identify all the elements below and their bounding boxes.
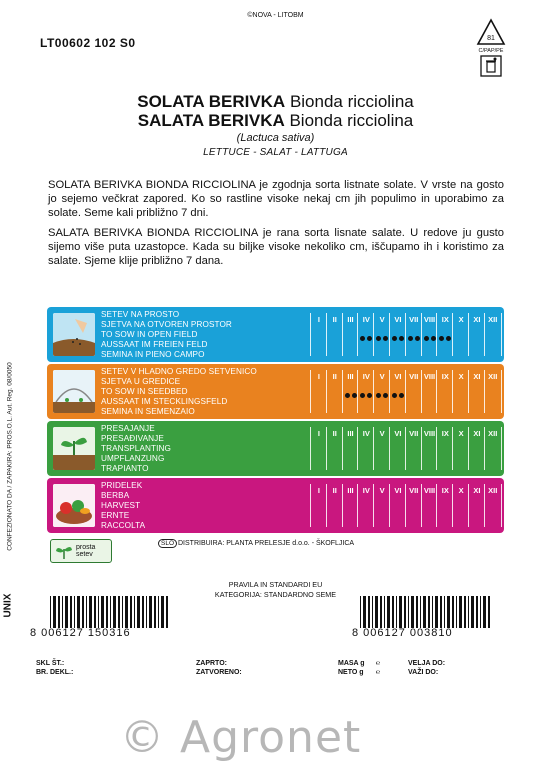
period-dot [431,336,436,341]
recycle-number: 81 [487,35,495,42]
month-label: VII [409,429,419,438]
barcode-bar [89,596,92,628]
band-label: SEMINA IN PIENO CAMPO [101,350,205,359]
barcode-bar [134,596,135,628]
e-mark-icon: ℮ [376,669,381,676]
month-cell [357,484,374,527]
barcode-bar [101,596,104,628]
band-transplanting [47,421,504,476]
barcode-bar [125,596,128,628]
barcode-bar [94,596,96,628]
month-label: IV [362,315,370,324]
month-label: I [317,429,320,438]
barcode-bar [77,596,80,628]
barcode-bar [380,596,382,628]
product-code: LT00602 102 S0 [40,36,136,50]
period-dot [367,393,372,398]
month-label: VIII [423,486,436,495]
band-label: RACCOLTA [101,521,146,530]
barcode-bar [82,596,84,628]
month-label: V [379,429,385,438]
period-dot [383,393,388,398]
band-labels [101,367,257,417]
month-cell [436,370,453,413]
barcode-bar [65,596,68,628]
barcode-bar [110,596,111,628]
month-label: VIII [423,429,436,438]
month-cell [405,313,422,356]
sowing-field-icon [53,313,95,356]
month-cell [468,313,485,356]
month-cell [342,370,359,413]
month-cell [484,313,502,356]
month-cell [421,313,438,356]
month-cell [484,427,502,470]
velja-label: VELJA DO: [408,660,446,667]
band-label: BERBA [101,491,130,500]
month-label: IX [441,429,449,438]
desc-sl-text: je zgodnja sorta listnate solate. V vrste na gosto jo sejemo večkrat zapored. Ko so rastline visoke nekaj cm jih populimo in uporabimo za solate. Seme kali približno 7 dni. [48,179,504,219]
month-cell [468,370,485,413]
seedling-icon [53,427,95,470]
month-label: V [379,315,385,324]
recycle-code: C/PAP/PE [478,48,504,54]
month-cell [421,370,438,413]
month-cell [436,313,453,356]
barcode-bar [387,596,390,628]
period-dot [360,336,365,341]
barcode-bar [130,596,132,628]
month-cell [373,484,390,527]
month-label: II [332,315,337,324]
barcode-bar [137,596,140,628]
barcode-bar [404,596,406,628]
month-label: X [458,372,464,381]
month-cell [436,484,453,527]
month-label: I [317,486,320,495]
barcode-bar [58,596,60,628]
month-cell [484,370,502,413]
barcode-bar [375,596,378,628]
period-dot [408,336,413,341]
barcode-bar [440,596,442,628]
band-sow-seedbed [47,364,504,419]
prosta-setev-label: prosta setev [76,544,96,558]
month-label: VI [394,486,402,495]
skl-label: SKL ŠT.: [36,660,65,667]
month-label: XII [488,429,498,438]
band-label: UMPFLANZUNG [101,454,165,463]
month-cell [468,484,485,527]
barcode-bar [363,596,366,628]
distributor-row [48,537,508,557]
month-label: XI [473,486,481,495]
month-label: V [379,486,385,495]
month-cell [310,484,327,527]
band-label: SJETVA NA OTVOREN PROSTOR [101,320,232,329]
barcode-bar [106,596,108,628]
barcode-bar [62,596,63,628]
month-cell [389,313,406,356]
period-dot [376,336,381,341]
title-block [0,92,551,158]
barcode-bar [452,596,454,628]
period-dot [392,336,397,341]
e-mark-icon: ℮ [376,660,381,667]
packer-info: CONFEZIONATO DA / ZAPAKIRA: PROS.O.L. Aut. Reg. 08/0050 [6,362,14,551]
month-label: XI [473,429,481,438]
title-hr-regular: Bionda ricciolina [284,111,414,130]
barcode-bar [459,596,462,628]
month-cell [452,427,469,470]
barcode-bar [396,596,397,628]
month-label: VI [394,372,402,381]
month-cell [342,427,359,470]
barcode-bar [86,596,87,628]
month-label: X [458,429,464,438]
month-label: IX [441,486,449,495]
desc-sl-name: SOLATA BERIVKA BIONDA RICCIOLINA [48,179,256,191]
period-dot [383,336,388,341]
period-dot [424,336,429,341]
month-cell [326,427,343,470]
month-cell [326,370,343,413]
barcode-bar [53,596,56,628]
month-cell [389,370,406,413]
band-labels [101,310,232,360]
desc-hr-name: SALATA BERIVKA BIONDA RICCIOLINA [48,227,258,239]
period-dot [392,393,397,398]
brdekl-label: BR. DEKL.: [36,669,74,676]
month-cell [357,313,374,356]
barcode-bar [447,596,450,628]
title-hr-bold: SALATA BERIVKA [137,111,285,130]
title-sl-regular: Bionda ricciolina [285,92,414,111]
barcode-bar [408,596,409,628]
month-cell [405,427,422,470]
barcode-bar [488,596,490,628]
barcode-right-number: 8 006127 003810 [352,627,453,639]
month-label: II [332,486,337,495]
month-label: V [379,372,385,381]
band-sow-open-field [47,307,504,362]
country-badge: SLO [158,539,177,548]
month-label: VIII [423,372,436,381]
title-slovenian [0,92,551,111]
band-label: SETEV NA PROSTO [101,310,180,319]
month-label: XII [488,372,498,381]
description-slovenian [48,178,504,220]
period-dot [360,393,365,398]
month-cell [342,313,359,356]
barcode-bar [456,596,457,628]
band-label: TO SOW IN SEEDBED [101,387,188,396]
barcode-bar [70,596,72,628]
month-label: III [347,315,354,324]
title-croatian [0,111,551,130]
month-cell [389,484,406,527]
month-label: I [317,372,320,381]
barcode-bar [435,596,438,628]
band-labels [101,481,145,531]
band-label: TO SOW IN OPEN FIELD [101,330,198,339]
period-dot [367,336,372,341]
barcode-bar [483,596,486,628]
month-label: VII [409,486,419,495]
month-cell [405,370,422,413]
band-label: AUSSAAT IM FREIEN FELD [101,340,208,349]
band-labels [101,424,171,474]
month-label: VII [409,372,419,381]
barcode-bar [74,596,75,628]
month-cell [310,370,327,413]
month-grid [310,313,500,356]
barcode-bar [98,596,99,628]
desc-hr-text: je rana sorta lisnate salate. U redove ju gusto sijemo više puta uzastopce. Kada su biljke visoke nekoliko cm, iščupamo ih i koristimo za salate. Sjeme klije približno 7 dana. [48,227,504,267]
month-label: IV [362,486,370,495]
month-label: IX [441,315,449,324]
band-label: HARVEST [101,501,141,510]
month-label: IX [441,372,449,381]
barcode-bar [142,596,144,628]
barcode-bar [411,596,414,628]
barcode-bar [161,596,164,628]
masa-label: MASA g [338,660,365,667]
period-dot [446,336,451,341]
vazi-label: VAŽI DO: [408,669,439,676]
barcode-bar [468,596,469,628]
description-croatian [48,226,504,268]
month-cell [373,313,390,356]
unix-label: UNIX [2,593,14,618]
month-label: II [332,372,337,381]
recycle-icon [475,18,507,78]
barcode-bar [113,596,116,628]
month-cell [452,313,469,356]
month-cell [389,427,406,470]
band-label: ERNTE [101,511,130,520]
month-label: XI [473,315,481,324]
barcode-right [360,596,490,628]
month-cell [310,427,327,470]
barcode-bar [416,596,418,628]
month-label: VI [394,315,402,324]
barcode-bar [444,596,445,628]
month-cell [421,427,438,470]
month-label: I [317,315,320,324]
month-cell [357,370,374,413]
standards-line: PRAVILA IN STANDARDI EU [228,580,323,589]
month-cell [326,313,343,356]
month-cell [468,427,485,470]
barcode-bar [423,596,426,628]
copyright-text: ©NOVA - LITOBM [247,12,304,19]
barcode-bar [158,596,159,628]
month-label: III [347,429,354,438]
barcode-bar [166,596,168,628]
barcode-bar [372,596,373,628]
month-grid [310,370,500,413]
band-label: SETEV V HLADNO GREDO SETVENICO [101,367,257,376]
period-dot [345,393,350,398]
barcode-bar [480,596,481,628]
barcode-bar [154,596,156,628]
month-label: III [347,486,354,495]
watermark: © Agronet [120,712,362,763]
month-label: VIII [423,315,436,324]
zaprto-label: ZAPRTO: [196,660,227,667]
barcode-bar [428,596,430,628]
zatvoreno-label: ZATVORENO: [196,669,242,676]
band-label: PRESAĐIVANJE [101,434,164,443]
barcode-bar [50,596,51,628]
month-label: XII [488,486,498,495]
month-label: XII [488,315,498,324]
month-cell [436,427,453,470]
month-grid [310,427,500,470]
month-cell [326,484,343,527]
band-label: TRANSPLANTING [101,444,171,453]
barcode-bar [384,596,385,628]
month-label: II [332,429,337,438]
neto-label: NETO g [338,669,364,676]
band-label: TRAPIANTO [101,464,149,473]
month-cell [452,370,469,413]
standards-line: KATEGORIJA: STANDARDNO SEME [214,590,337,599]
month-label: VII [409,315,419,324]
month-label: X [458,486,464,495]
period-dot [399,393,404,398]
distributor-text: DISTRIBUIRA: PLANTA PRELESJE d.o.o. - ŠKOFLJICA [178,540,355,547]
barcode-bar [464,596,466,628]
band-label: SJETVA U GREDICE [101,377,181,386]
month-cell [484,484,502,527]
month-label: X [458,315,464,324]
barcode-bar [146,596,147,628]
month-cell [421,484,438,527]
period-dot [376,393,381,398]
vegetables-icon [53,484,95,527]
band-label: SEMINA IN SEMENZAIO [101,407,195,416]
month-cell [310,313,327,356]
barcode-left-number: 8 006127 150316 [30,627,131,639]
barcode-bar [476,596,478,628]
band-label: AUSSAAT IM STECKLINGSFELD [101,397,228,406]
month-cell [373,370,390,413]
barcode-bar [118,596,120,628]
band-harvest [47,478,504,533]
barcode-bar [420,596,421,628]
month-label: IV [362,372,370,381]
barcode-bar [432,596,433,628]
month-label: XI [473,372,481,381]
title-sl-bold: SOLATA BERIVKA [137,92,286,111]
month-cell [405,484,422,527]
month-label: IV [362,429,370,438]
period-dot [399,336,404,341]
month-grid [310,484,500,527]
month-cell [342,484,359,527]
barcode-bar [471,596,474,628]
barcode-bar [368,596,370,628]
barcode-bar [149,596,152,628]
common-names: LETTUCE - SALAT - LATTUGA [203,147,348,158]
month-cell [452,484,469,527]
month-label: III [347,372,354,381]
band-label: PRESAJANJE [101,424,155,433]
period-dot [415,336,420,341]
period-dot [352,393,357,398]
cold-frame-icon [53,370,95,413]
barcode-bar [392,596,394,628]
month-label: VI [394,429,402,438]
period-dot [439,336,444,341]
barcode-bar [122,596,123,628]
barcode-bar [360,596,361,628]
band-label: PRIDELEK [101,481,143,490]
barcode-bar [399,596,402,628]
barcode-left [50,596,170,628]
month-cell [373,427,390,470]
latin-name: (Lactuca sativa) [236,132,315,144]
month-cell [357,427,374,470]
